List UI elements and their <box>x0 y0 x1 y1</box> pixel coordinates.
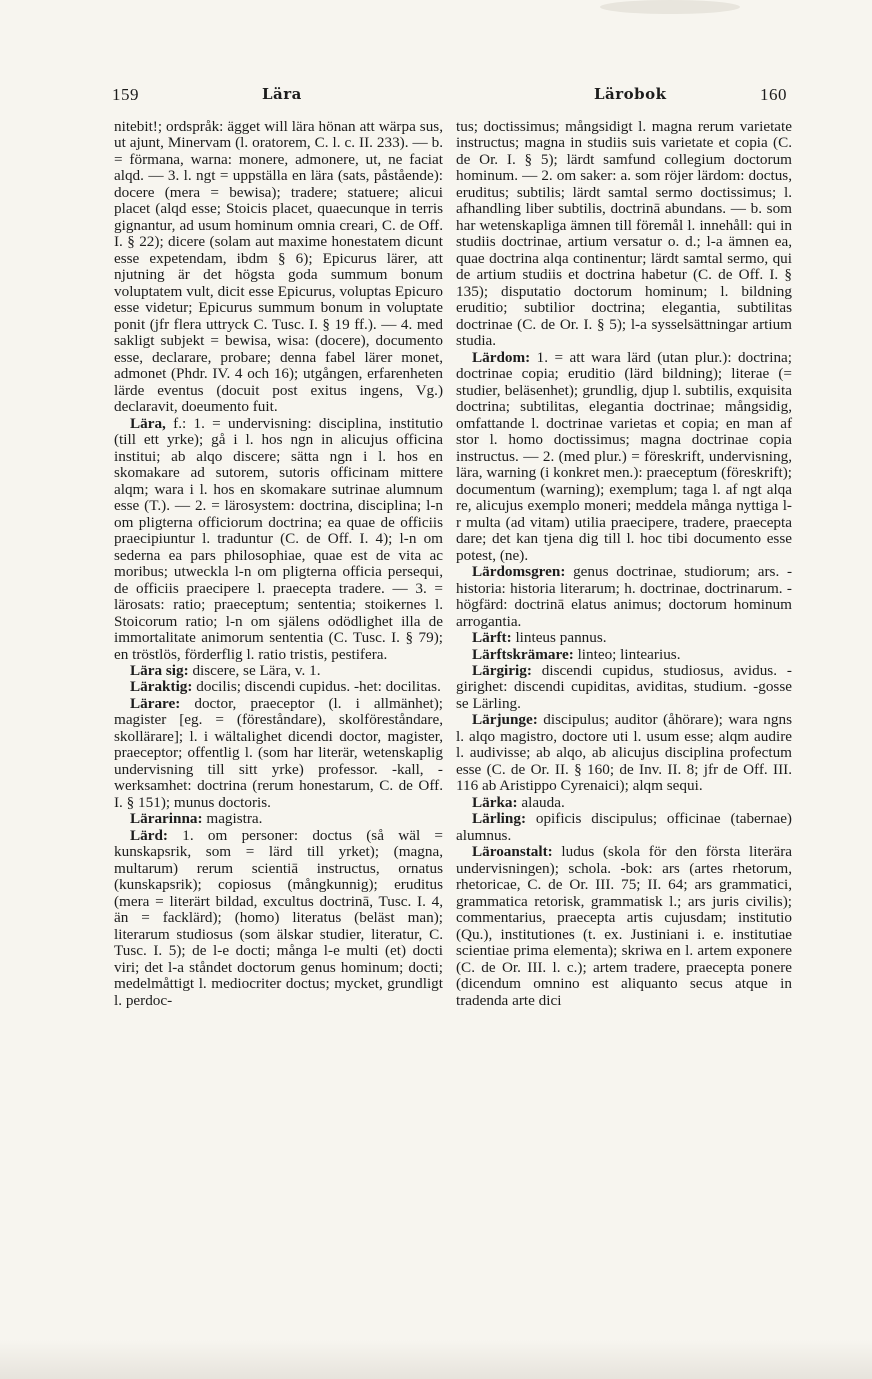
dictionary-entry <box>456 844 792 1009</box>
entry-headword: Lärare: <box>130 694 181 712</box>
entry-text: nitebit!; ordspråk: ägget will lära hönan att wärpa sus, ut ajunt, Minervam (l. oratorem, C. l. c. II. 233). — b. = förmana, warna: monere, admonere, ut, ne faciat alqd. — 3. l. ngt = uppställa en lära (sats, påstående): docere (mera = bewisa); tradere; statuere; alicui placet (alqd esse; Stoicis placet, quaecunque in terris gignantur, ad usum hominum omnia creari, C. de Off. I. § 22); dicere (solam aut maxime honestatem dicunt esse expetendam, ibdm § 6); Epicurus lärer, att njutning är det högsta goda summum bonum voluptatem vult, dicit esse Epicurus, voluptas Epicuro esse videtur; Epicurus summum bonum in voluptate ponit (jfr flera uttryck C. Tusc. I. § 19 ff.). — 4. med sakligt subjekt = bewisa, wisa: (docere), documento esse, declarare, probare; denna fabel lärer monet, admonet (Phdr. IV. 4 och 16); utgången, erfarenheten lärde eventus (docuit post exitus ingens, Vg.) declaravit, doeumento fuit. <box>114 118 443 416</box>
entry-text: docilis; discendi cupidus. -het: docilitas. <box>192 678 441 696</box>
entry-headword: Lärdom: <box>472 348 531 366</box>
entry-text: alauda. <box>517 793 565 811</box>
entry-text: discere, se Lära, v. 1. <box>188 661 321 679</box>
dictionary-entry <box>114 663 443 679</box>
entry-headword: Lära, <box>130 414 166 432</box>
entry-text: linteo; lintearius. <box>573 645 681 663</box>
entry-text: doctor, praeceptor (l. i allmänhet); magister [eg. = (föreståndare), skolföreståndare, skollärare]; l. i wältalighet dicendi doctor, magister, praeceptor; offentlig l. (som har literär, wetenskaplig undervisning till sitt yrke) professor. -kall, -werksamhet: doctrina (rerum honestarum, C. de Off. I. § 151); munus doctoris. <box>114 694 443 811</box>
entry-headword: Lärdomsgren: <box>472 563 566 581</box>
paper-stain <box>600 0 740 14</box>
dictionary-entry <box>456 350 792 564</box>
dictionary-entry <box>114 679 443 695</box>
running-head-left: Lära <box>262 85 302 103</box>
entry-headword: Lärling: <box>472 810 527 828</box>
dictionary-entry <box>114 696 443 811</box>
entry-text: tus; doctissimus; mångsidigt l. magna rerum varietate instructus; magna in studiis suis varietate et copia (C. de Or. I. § 5); lärdt samfund collegium doctorum hominum. — 2. om saker: a. som röjer lärdom: doctus, eruditus; subtilis; lärdt samtal sermo doctissimus; l. afhandling liber subtilis, doctrinā abundans. — b. som har wetenskapliga ämnen till föremål l. innehåll: qui in studiis doctrinae, artium versatur o. d.; l-a ämnen ea, quae doctrina alqa continentur; lärdt samtal sermo, qui de artium studiis et doctrina habetur (C. de Off. I. § 135); disputatio doctorum hominum; l. bildning eruditio; subtilior doctrina; elegantia, subtilitas doctrinae (C. de Or. I. § 5); l-a sysselsättningar artium studia. <box>456 118 792 350</box>
left-column <box>114 119 443 1009</box>
running-head-right: Lärobok <box>594 85 667 103</box>
entry-text: ludus (skola för den första literära undervisningen); schola. -bok: ars (artes rhetorum, rhetoricae, C. de Or. III. 75; II. 64; ars grammatici, grammatica retorisk, grammatisk l.; ars juris civilis); commentarius, praecepta artis cujusdam; institutio (Qu.), institutiones (t. ex. Justiniani i. e. institutiae scientiae prima elementa); skriwa en l. artem exponere (C. de Or. III. l. c.); artem tradere, praecepta ponere (dicendum omnino est aliquanto secus atque in tradenda arte dici <box>456 843 792 1009</box>
dictionary-entry <box>456 795 792 811</box>
dictionary-entry <box>114 811 443 827</box>
entry-text: opificis discipulus; officinae (tabernae) alumnus. <box>456 810 792 844</box>
entry-headword: Lära sig: <box>130 661 189 679</box>
entry-text: f.: 1. = undervisning: disciplina, institutio (till ett yrke); gå i l. hos ngn in alicujus officina institui; ab alqo discere; sätta ngn i l. hos en skomakare ad sutorem, sutoris officinam mittere alqm; wara i l. hos en skomakare sutrinae alumnum esse (T.). — 2. = lärosystem: doctrina, disciplina; l-n om pligterna officiorum doctrina; ea quae de officiis praecipiuntur l. traduntur (C. de Off. I. 4); l-n om sederna ea pars philosophiae, quae est de vita ac moribus; utweckla l-n om pligterna officia persequi, de officiis praecipere l. praecepta tradere. — 3. = lärosats: ratio; praeceptum; sententia; stoikernes l. Stoicorum ratio; l-n om själens odödlighet illa de immortalitate animorum sententia (C. Tusc. I. § 79); en tröstlös, förderflig l. ratio tristis, pestifera. <box>114 414 443 663</box>
dictionary-entry <box>114 416 443 663</box>
dictionary-entry <box>456 647 792 663</box>
entry-text: discipulus; auditor (åhörare); wara ngns l. alqo magistro, doctore uti l. usum esse; alqm audire l. audivisse; ab alqo, ab alicujus disciplina profectum esse (C. de Or. II. § 160; de Inv. II. 8; jfr de Off. III. 116 ab Aristippo Cyrenaici); alqm sequi. <box>456 711 792 795</box>
dictionary-entry <box>456 564 792 630</box>
entry-headword: Läraktig: <box>130 678 193 696</box>
page-number-right: 160 <box>760 85 787 104</box>
entry-headword: Lärft: <box>472 629 512 647</box>
entry-headword: Lärftskrämare: <box>472 645 574 663</box>
entry-headword: Lärka: <box>472 793 518 811</box>
entry-text: 1. = att wara lärd (utan plur.): doctrina; doctrinae copia; eruditio (lärd bildning); literae (= studier, beläsenhet); grundlig, djup l. subtilis, exquisita doctrina; subtilitas, elegantia doctrinae; mångsidig, omfattande l. doctrinae varietas et copia; en man af stor l. homo doctissimus; magna doctrinae copia instructus. — 2. (med plur.) = föreskrift, undervisning, lära, warning (i konkret men.): praeceptum (föreskrift); documentum (warning); exemplum; taga l. af ngt alqa re, alicujus exemplo moneri; meddela många nyttiga l-r multa (ad vitam) utilia praecipere, tradere, praecepta dare; det kan tjena dig till l. hoc tibi documento esse potest, (ne). <box>456 348 792 564</box>
entry-text: linteus pannus. <box>511 629 607 647</box>
dictionary-entry <box>456 663 792 712</box>
dictionary-entry <box>456 630 792 646</box>
entry-text: magistra. <box>202 810 263 828</box>
entry-text: discendi cupidus, studiosus, avidus. -girighet: discendi cupiditas, aviditas, studium. -gosse se Lärling. <box>456 661 792 712</box>
entry-text: 1. om personer: doctus (så wäl = kunskapsrik, som = lärd till yrket); (magna, multarum) rerum scientiā instructus, ornatus (kunskapsrik); copiosus (mångkunnig); eruditus (mera = literärt bildad, excultus doctrinā, Tusc. I. 4, än = facklärd); (homo) literatus (beläst man); literarum studiosus (som älskar studier, literatur, C. Tusc. I. 5); de l-e docti; många l-e multi (et) docti viri; det l-a ståndet doctorum genus hominum; docti; medelmåttigt l. mediocriter doctus; mycket, grundligt l. perdoc- <box>114 826 443 1009</box>
entry-headword: Läroanstalt: <box>472 843 553 861</box>
entry-text: genus doctrinae, studiorum; ars. -historia: historia literarum; h. doctrinae, doctrinarum. -högfärd: doctrinā elatus animus; doctorum hominum arrogantia. <box>456 563 792 630</box>
dictionary-entry <box>456 811 792 844</box>
paper-stain <box>0 1340 872 1379</box>
entry-headword: Lärgirig: <box>472 661 532 679</box>
entry-continuation <box>114 119 443 416</box>
entry-continuation <box>456 119 792 350</box>
page-number-left: 159 <box>112 85 139 104</box>
entry-headword: Lärarinna: <box>130 810 203 828</box>
entry-headword: Lärd: <box>130 826 168 844</box>
entry-headword: Lärjunge: <box>472 711 538 729</box>
dictionary-entry <box>456 712 792 794</box>
right-column <box>456 119 792 1009</box>
dictionary-entry <box>114 828 443 1009</box>
